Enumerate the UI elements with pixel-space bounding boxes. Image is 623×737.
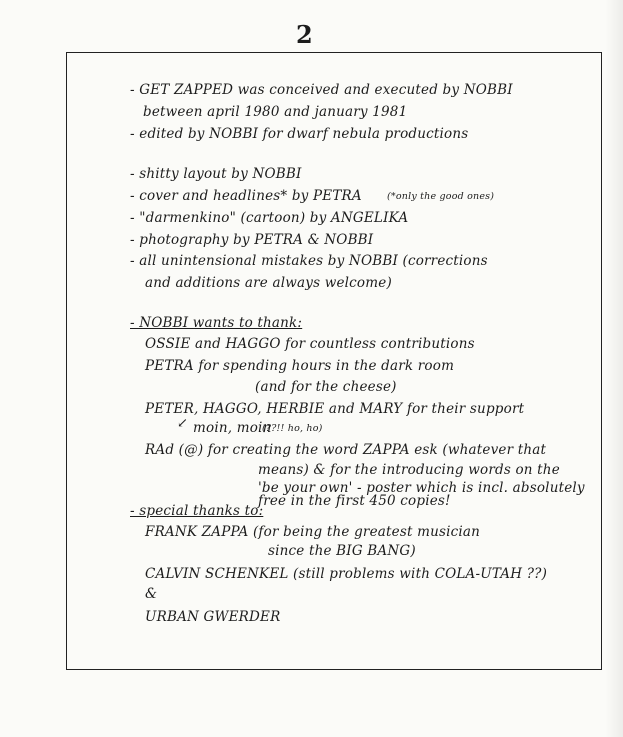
special-thanks-line: FRANK ZAPPA (for being the greatest musician bbox=[145, 524, 481, 540]
thanks-aside-note: (??!! ho, ho) bbox=[262, 423, 323, 434]
credit-line: - "darmenkino" (cartoon) by ANGELIKA bbox=[130, 210, 409, 226]
thanks-line: PETER, HAGGO, HERBIE and MARY for their support bbox=[145, 401, 525, 417]
page-edge-shadow bbox=[605, 0, 623, 737]
special-thanks-line: URBAN GWERDER bbox=[145, 609, 281, 625]
thanks-line: OSSIE and HAGGO for countless contributions bbox=[145, 336, 475, 352]
special-thanks-line: CALVIN SCHENKEL (still problems with COLA-UTAH ??) bbox=[145, 566, 548, 582]
thanks-line: (and for the cheese) bbox=[255, 379, 397, 395]
credit-line: - shitty layout by NOBBI bbox=[130, 166, 302, 182]
thanks-heading: - NOBBI wants to thank: bbox=[130, 315, 303, 331]
thanks-line: RAd (@) for creating the word ZAPPA esk (whatever that bbox=[145, 442, 547, 458]
credit-line: - cover and headlines* by PETRA bbox=[130, 188, 362, 204]
thanks-aside: moin, moin bbox=[193, 420, 272, 436]
credit-line: - all unintensional mistakes by NOBBI (corrections bbox=[130, 253, 488, 269]
ampersand: & bbox=[145, 586, 158, 602]
special-thanks-heading: - special thanks to: bbox=[130, 503, 264, 519]
credit-line: - edited by NOBBI for dwarf nebula productions bbox=[130, 126, 469, 142]
thanks-line: 'be your own' - poster which is incl. absolutely bbox=[258, 480, 585, 496]
page-number: 2 bbox=[296, 20, 313, 49]
credit-line: and additions are always welcome) bbox=[145, 275, 392, 291]
thanks-line: PETRA for spending hours in the dark room bbox=[145, 358, 455, 374]
credit-line: - GET ZAPPED was conceived and executed by NOBBI bbox=[130, 82, 513, 98]
thanks-line: free in the first 450 copies! bbox=[258, 493, 451, 509]
special-thanks-line: since the BIG BANG) bbox=[268, 543, 416, 559]
credit-footnote: (*only the good ones) bbox=[387, 191, 495, 202]
credit-line: between april 1980 and january 1981 bbox=[143, 104, 408, 120]
credit-line: - photography by PETRA & NOBBI bbox=[130, 232, 374, 248]
thanks-line: means) & for the introducing words on the bbox=[258, 462, 560, 478]
arrow-icon: ↙ bbox=[177, 416, 189, 431]
